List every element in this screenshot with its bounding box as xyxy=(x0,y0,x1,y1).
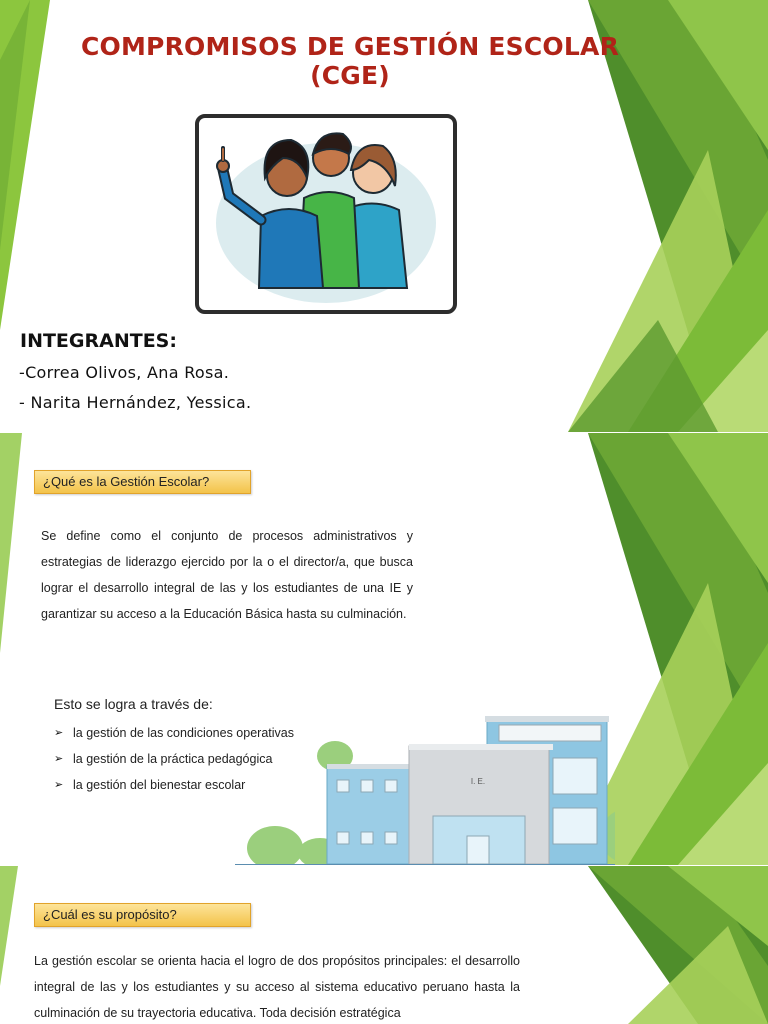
integrantes-label: INTEGRANTES: xyxy=(20,330,177,352)
list-item: ➢ la gestión del bienestar escolar xyxy=(54,772,294,798)
left-green-triangle xyxy=(0,433,60,865)
arrow-bullet-icon: ➢ xyxy=(54,727,64,739)
building-sign: I. E. xyxy=(470,777,486,786)
title-line-2: (CGE) xyxy=(310,61,390,90)
title-line-1: COMPROMISOS DE GESTIÓN ESCOLAR xyxy=(80,32,620,61)
intro-text: Esto se logra a través de: xyxy=(54,696,213,712)
question-box: ¿Cuál es su propósito? xyxy=(34,903,251,927)
arrow-bullet-icon: ➢ xyxy=(54,779,64,791)
member-2: - Narita Hernández, Yessica. xyxy=(19,393,252,412)
page-title xyxy=(40,32,660,90)
slide-purpose xyxy=(0,866,768,1024)
right-green-facets xyxy=(568,866,768,1024)
slide-definition xyxy=(0,433,768,865)
team-illustration xyxy=(195,114,457,314)
arrow-bullet-icon: ➢ xyxy=(54,753,64,765)
school-building-illustration xyxy=(235,708,615,865)
member-1: -Correa Olivos, Ana Rosa. xyxy=(19,363,230,382)
list-item: ➢ la gestión de la práctica pedagógica xyxy=(54,746,294,772)
list-item: ➢ la gestión de las condiciones operativas xyxy=(54,720,294,746)
purpose-text: La gestión escolar se orienta hacia el logro de dos propósitos principales: el desarrollo integral de las y los estudiantes y su acceso al sistema educativo peruano hasta la culminación de su trayectoria educativa. Toda decisión estratégica xyxy=(34,954,520,1020)
definition-text: Se define como el conjunto de procesos administrativos y estrategias de liderazgo ejercido por la o el director/a, que busca lograr el desarrollo integral de las y los estudiantes de una IE y garantizar su acceso a la Educación Básica hasta su culminación. xyxy=(41,529,413,621)
slide-title xyxy=(0,0,768,432)
question-box: ¿Qué es la Gestión Escolar? xyxy=(34,470,251,494)
